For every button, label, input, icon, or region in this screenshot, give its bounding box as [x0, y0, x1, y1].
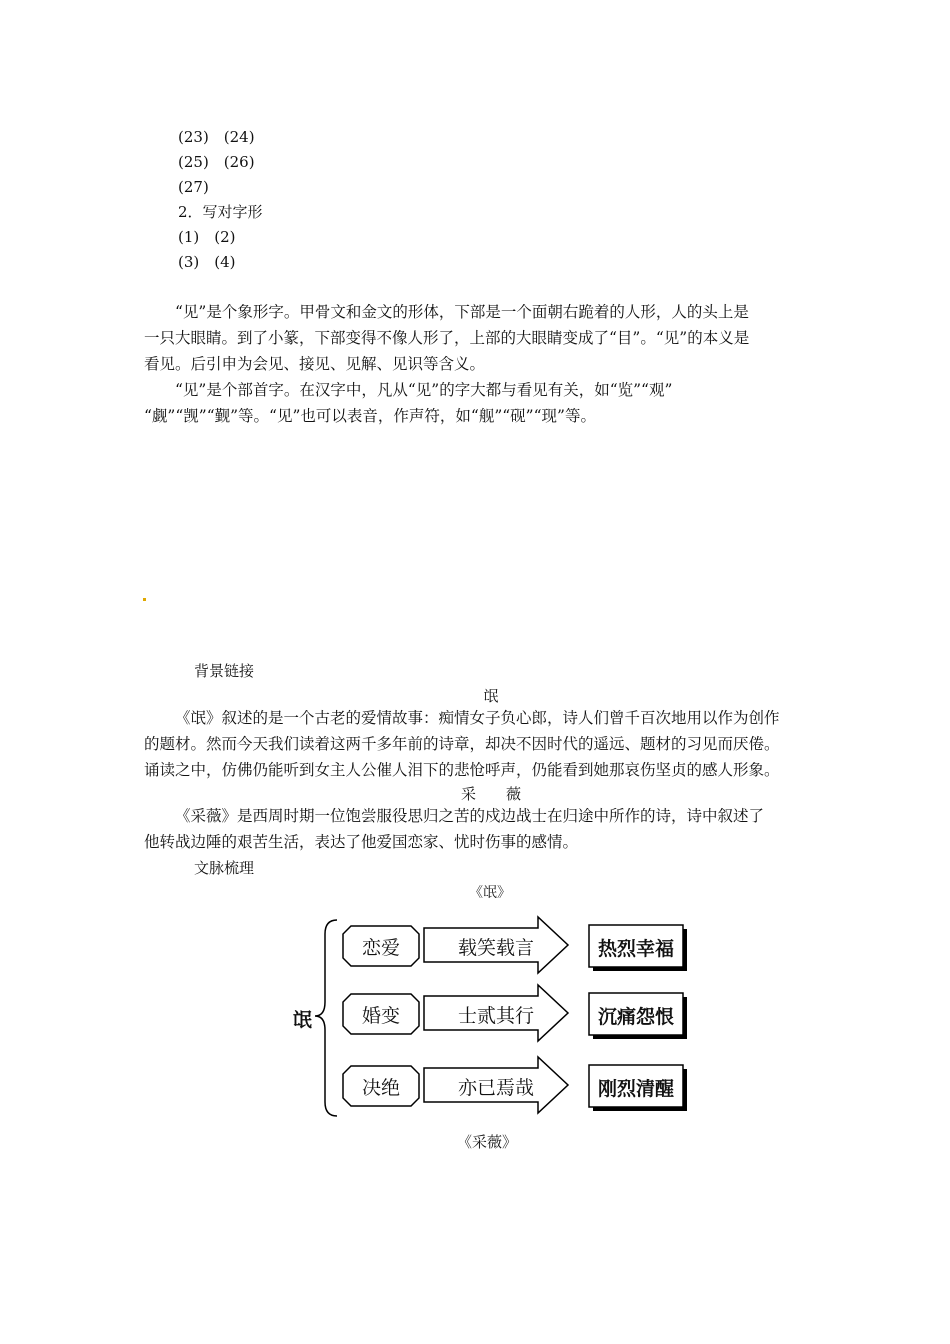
quote-label: 亦已焉哉 [458, 1077, 535, 1099]
stage-label: 婚变 [362, 1005, 401, 1027]
quote-label: 士贰其行 [458, 1005, 535, 1027]
text-line: 一只大眼睛。到了小篆，下部变得不像人形了，上部的大眼睛变成了“目”。“见”的本义是 [144, 329, 750, 347]
text-line: 《采薇》是西周时期一位饱尝服役思归之苦的戍边战士在归途中所作的诗，诗中叙述了 [175, 807, 765, 825]
feeling-label: 沉痛怨恨 [598, 1006, 675, 1028]
stage-label: 恋爱 [362, 937, 401, 959]
brace [315, 920, 337, 1116]
quote-label: 载笑载言 [458, 937, 535, 959]
structure-heading: 文脉梳理 [194, 859, 255, 877]
mang-title: 氓 [483, 687, 499, 705]
mang-caption: 《氓》 [469, 885, 511, 901]
text-line: 看见。后引申为会见、接见、见解、见识等含义。 [144, 355, 486, 373]
feeling-label: 刚烈清醒 [598, 1078, 675, 1100]
answer-line: (25) (26) [178, 153, 255, 171]
text-line: “觑”“觊”“觐”等。“见”也可以表音，作声符，如“舰”“砚”“现”等。 [144, 407, 596, 425]
stage-label: 决绝 [362, 1077, 401, 1099]
text-line: “见”是个象形字。甲骨文和金文的形体，下部是一个面朝右跪着的人形，人的头上是 [175, 303, 749, 321]
mang-paragraph [144, 705, 824, 783]
answer-line: (1) (2) [178, 228, 236, 246]
answer-line: (23) (24) [178, 128, 255, 146]
diagram-root: 氓 [293, 1009, 313, 1031]
answer-line: (27) [178, 178, 209, 196]
caiwei-title: 采 薇 [460, 785, 521, 803]
feeling-label: 热烈幸福 [598, 938, 675, 960]
text-line: 他转战边陲的艰苦生活，表达了他爱国恋家、忧时伤事的感情。 [144, 833, 579, 851]
marker-dot [143, 598, 146, 601]
section-heading: 2．写对字形 [178, 203, 263, 221]
caiwei-paragraph [144, 803, 824, 855]
answer-line: (3) (4) [178, 253, 236, 271]
background-heading: 背景链接 [194, 662, 255, 680]
text-line: “见”是个部首字。在汉字中，凡从“见”的字大都与看见有关，如“览”“观” [175, 381, 673, 399]
jian-paragraph-2 [144, 377, 814, 429]
text-line: 的题材。然而今天我们读着这两千多年前的诗章，却决不因时代的遥远、题材的习见而厌倦。 [144, 735, 780, 753]
text-line: 《氓》叙述的是一个古老的爱情故事：痴情女子负心郎，诗人们曾千百次地用以作为创作 [175, 709, 780, 727]
text-line: 诵读之中，仿佛仍能听到女主人公催人泪下的悲怆呼声，仍能看到她那哀伤坚贞的感人形象。 [144, 761, 780, 779]
mang-structure-diagram [285, 912, 705, 1122]
caiwei-caption: 《采薇》 [456, 1133, 517, 1151]
jian-paragraph-1 [144, 299, 814, 377]
